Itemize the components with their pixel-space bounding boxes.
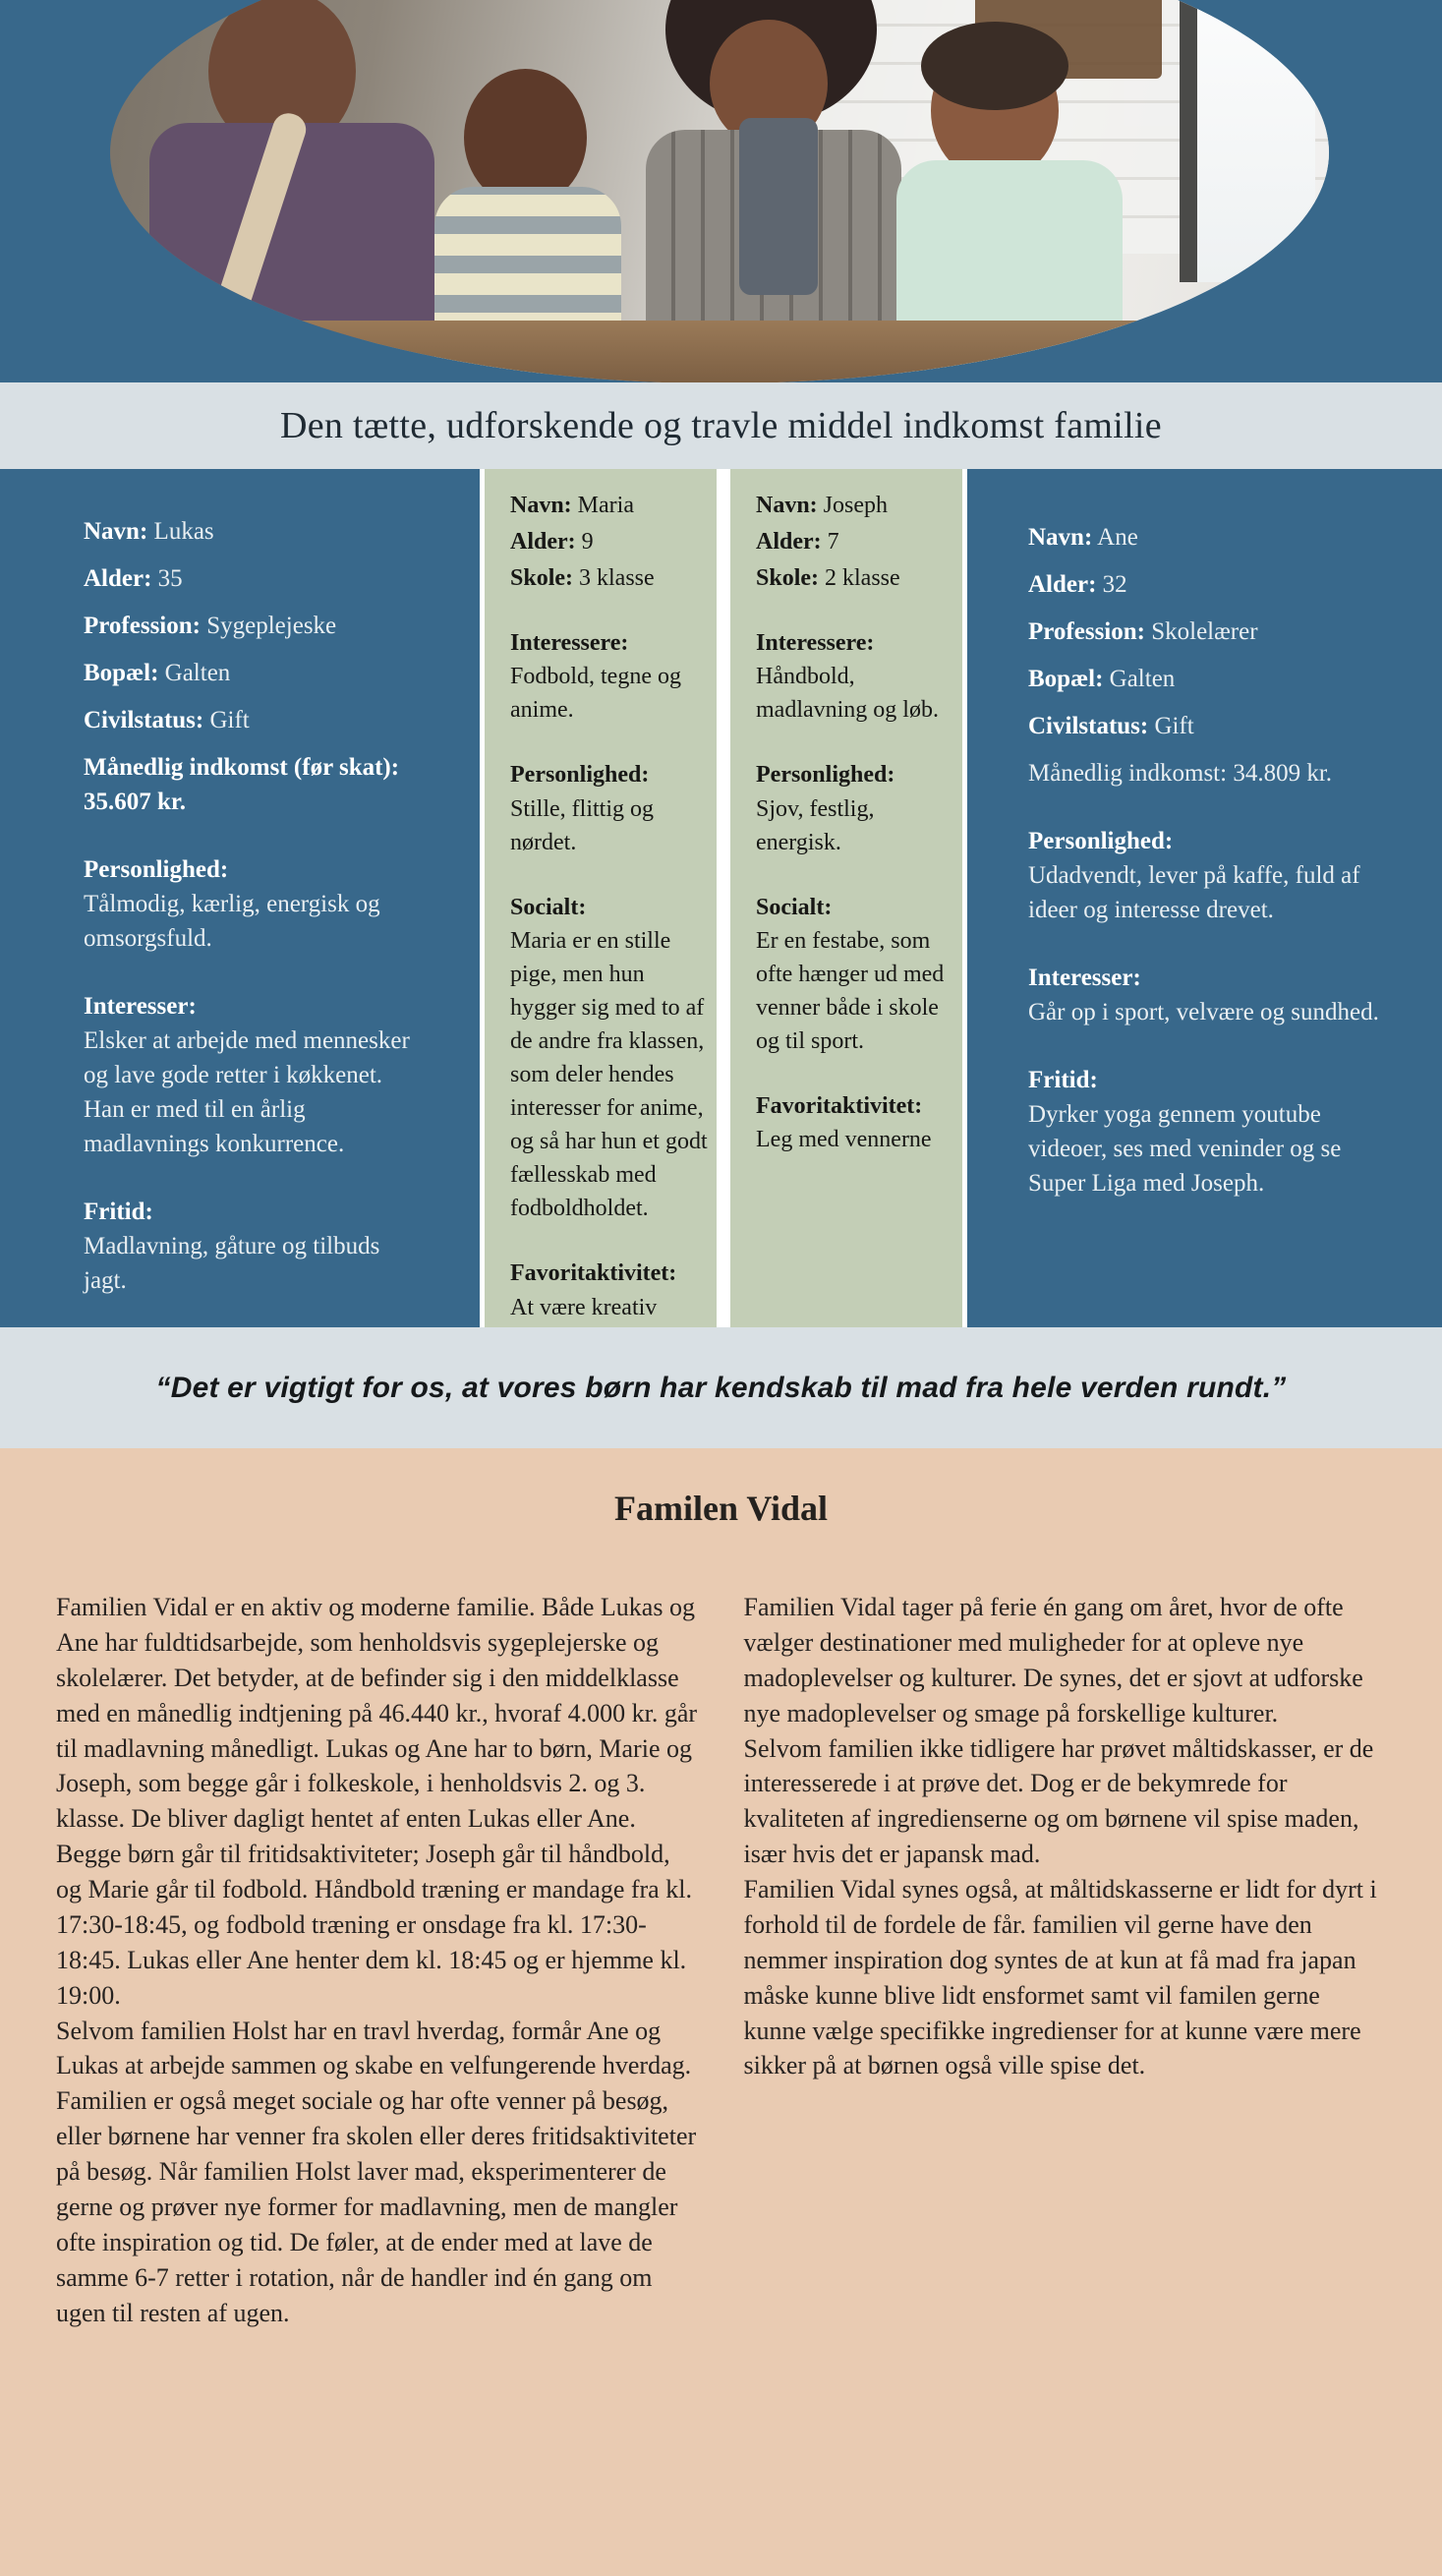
persona-field bbox=[84, 656, 423, 690]
field-label: Månedlig indkomst: bbox=[1028, 760, 1228, 787]
section-text: Stille, flittig og nørdet. bbox=[510, 795, 655, 855]
persona-field bbox=[84, 703, 423, 737]
section-text: At være kreativ bbox=[510, 1294, 658, 1320]
persona-section-personlighed bbox=[756, 758, 954, 858]
persona-section-favoritaktivitet bbox=[756, 1089, 954, 1156]
field-label: Navn: bbox=[756, 493, 818, 518]
field-label: Bopæl: bbox=[84, 660, 159, 686]
field-value: 34.809 kr. bbox=[1233, 760, 1333, 787]
children-cards-wrap bbox=[480, 469, 967, 1327]
photo-daughter-head bbox=[464, 69, 587, 206]
field-value: 35 bbox=[157, 565, 183, 592]
photo-son-hair bbox=[921, 22, 1068, 110]
persona-section-favoritaktivitet bbox=[510, 1257, 709, 1323]
section-text: Håndbold, madlavning og løb. bbox=[756, 664, 939, 724]
section-text: Leg med vennerne bbox=[756, 1127, 932, 1153]
persona-field bbox=[756, 561, 954, 595]
section-label: Socialt: bbox=[510, 894, 587, 920]
section-text: Maria er en stille pige, men hun hygger sig med to af de andre fra klassen, som deler hendes interesser for anime, og så har hun et godt fællesskab med fodboldholdet. bbox=[510, 927, 708, 1222]
field-value: Ane bbox=[1097, 524, 1138, 551]
persona-section-interessere bbox=[510, 626, 709, 727]
persona-section-fritid bbox=[1028, 1063, 1393, 1200]
field-value: Sygeplejeske bbox=[206, 613, 337, 639]
section-label: Fritid: bbox=[1028, 1067, 1098, 1093]
family-quote: “Det er vigtigt for os, at vores børn har kendskab til mad fra hele verden rundt.” bbox=[155, 1371, 1287, 1404]
persona-field bbox=[1028, 615, 1393, 649]
family-text-right-column bbox=[744, 1590, 1387, 2330]
persona-section-personlighed bbox=[510, 758, 709, 858]
field-value: Joseph bbox=[823, 493, 889, 518]
section-text: Går op i sport, velvære og sundhed. bbox=[1028, 999, 1379, 1025]
section-label: Personlighed: bbox=[756, 762, 895, 789]
persona-section-socialt bbox=[756, 891, 954, 1058]
persona-card-maria bbox=[485, 469, 717, 1327]
persona-field bbox=[1028, 567, 1393, 602]
field-label: Navn: bbox=[1028, 524, 1093, 551]
persona-field bbox=[1028, 709, 1393, 743]
persona-section-personlighed bbox=[84, 852, 423, 956]
persona-field bbox=[756, 525, 954, 558]
persona-field bbox=[510, 525, 709, 558]
field-value: Maria bbox=[577, 493, 634, 518]
persona-card-ane bbox=[967, 469, 1442, 1327]
photo-person-mother bbox=[646, 0, 901, 366]
section-text: Er en festabe, som ofte hænger ud med venner både i skole og til sport. bbox=[756, 927, 945, 1055]
page-title: Den tætte, udforskende og travle middel indkomst familie bbox=[280, 405, 1162, 446]
section-label: Interessere: bbox=[756, 630, 875, 657]
field-label: Alder: bbox=[756, 529, 822, 556]
section-text: Elsker at arbejde med mennesker og lave gode retter i køkkenet. Han er med til en årlig madlavnings konkurrence. bbox=[84, 1027, 410, 1157]
section-text: Madlavning, gåture og tilbuds jagt. bbox=[84, 1233, 380, 1294]
persona-field bbox=[84, 514, 423, 549]
paragraph: Selvom familien Holst har en travl hverdag, formår Ane og Lukas at arbejde sammen og skabe en velfungerende hverdag. bbox=[56, 2016, 692, 2080]
section-label: Socialt: bbox=[756, 894, 833, 920]
field-label: Alder: bbox=[510, 529, 576, 556]
section-text: Sjov, festlig, energisk. bbox=[756, 795, 875, 855]
field-label: Skole: bbox=[756, 565, 820, 592]
field-label: Navn: bbox=[84, 518, 148, 545]
field-value: Skolelærer bbox=[1151, 618, 1258, 645]
field-label: Navn: bbox=[510, 493, 572, 518]
family-text-left-column bbox=[56, 1590, 699, 2330]
field-value: 9 bbox=[581, 529, 594, 556]
paragraph: Familien er også meget sociale og har ofte venner på besøg, eller børnene har venner fra skolen eller deres fritidsaktiviteter på besøg. Når familien Holst laver mad, eksperimenterer de gerne og prøver nye former for madlavning, men de mangler ofte inspiration og tid. De føler, at de ender med at lave de samme 6-7 retter i rotation, når de handler ind én gang om ugen til resten af ugen. bbox=[56, 2086, 697, 2327]
section-label: Favoritaktivitet: bbox=[756, 1093, 923, 1120]
field-label: Profession: bbox=[84, 613, 201, 639]
field-value: 3 klasse bbox=[579, 565, 655, 592]
section-text: Tålmodig, kærlig, energisk og omsorgsfuld. bbox=[84, 891, 380, 952]
title-band bbox=[0, 382, 1442, 469]
paragraph: Familien Vidal synes også, at måltidskasserne er lidt for dyrt i forhold til de fordele de får. familien vil gerne have den nemmer inspiration dog syntes de at kun at få mad fra japan måske kunne blive lidt ensformet samt vil familen gerne kunne vælge specifikke ingredienser for at kunne være mere sikker på at børnen også ville spise det. bbox=[743, 1875, 1377, 2080]
family-photo bbox=[110, 0, 1329, 382]
paragraph: Familien Vidal tager på ferie én gang om året, hvor de ofte vælger destinationer med muligheder for at opleve nye madoplevelser og kulturer. De synes, det er sjovt at udforske nye madoplevelser og smage på forskellige kulturer. bbox=[743, 1593, 1363, 1727]
field-value: 35.607 kr. bbox=[84, 789, 186, 815]
paragraph: Selvom familien ikke tidligere har prøvet måltidskasser, er de interesserede i at prøve det. Dog er de bekymrede for kvaliteten af ingredienserne og om børnene vil spise maden, især hvis det er japansk mad. bbox=[743, 1733, 1374, 1869]
field-value: Lukas bbox=[153, 518, 214, 545]
field-value: 7 bbox=[827, 529, 839, 556]
persona-section-socialt bbox=[510, 891, 709, 1226]
section-label: Fritid: bbox=[84, 1199, 153, 1225]
family-description-section bbox=[0, 1448, 1442, 2576]
section-label: Personlighed: bbox=[84, 856, 229, 883]
section-label: Personlighed: bbox=[1028, 828, 1174, 854]
persona-field bbox=[1028, 662, 1393, 696]
persona-field bbox=[510, 561, 709, 595]
persona-field bbox=[1028, 756, 1393, 790]
field-value: Gift bbox=[1154, 713, 1194, 739]
paragraph: Begge børn går til fritidsaktiviteter; Joseph går til håndbold, og Marie går til fodbold. Håndbold træning er mandage fra kl. 17:30-18:45, og fodbold træning er onsdage fra kl. 17:30-18:45. Lukas eller Ane henter dem kl. 18:45 og er hjemme kl. 19:00. bbox=[56, 1840, 692, 2010]
photo-person-father bbox=[149, 0, 434, 339]
field-value: Galten bbox=[164, 660, 231, 686]
section-text: Dyrker yoga gennem youtube videoer, ses med veninder og se Super Liga med Joseph. bbox=[1028, 1101, 1342, 1197]
persona-field bbox=[84, 561, 423, 596]
persona-field bbox=[84, 750, 423, 819]
section-label: Favoritaktivitet: bbox=[510, 1260, 677, 1287]
field-label: Skole: bbox=[510, 565, 574, 592]
section-label: Interesser: bbox=[1028, 965, 1141, 991]
persona-section-fritid bbox=[84, 1195, 423, 1298]
field-label: Alder: bbox=[1028, 571, 1097, 598]
persona-field bbox=[84, 609, 423, 643]
section-label: Personlighed: bbox=[510, 762, 650, 789]
persona-field bbox=[756, 489, 954, 522]
photo-counter bbox=[110, 321, 1329, 382]
persona-field bbox=[510, 489, 709, 522]
field-value: Gift bbox=[209, 707, 250, 733]
family-text-columns bbox=[56, 1590, 1386, 2330]
persona-section-personlighed bbox=[1028, 824, 1393, 927]
field-label: Civilstatus: bbox=[84, 707, 204, 733]
field-label: Bopæl: bbox=[1028, 666, 1104, 692]
section-text: Udadvendt, lever på kaffe, fuld af ideer og interesse drevet. bbox=[1028, 862, 1360, 923]
persona-section-interesser bbox=[1028, 961, 1393, 1029]
section-text: Fodbold, tegne og anime. bbox=[510, 664, 681, 724]
field-value: 2 klasse bbox=[825, 565, 900, 592]
persona-card-joseph bbox=[730, 469, 962, 1327]
section-label: Interessere: bbox=[510, 630, 629, 657]
field-label: Alder: bbox=[84, 565, 152, 592]
persona-field bbox=[1028, 520, 1393, 555]
field-label: Månedlig indkomst (før skat): bbox=[84, 754, 400, 781]
field-value: Galten bbox=[1109, 666, 1176, 692]
header-band bbox=[0, 0, 1442, 382]
quote-band bbox=[0, 1327, 1442, 1448]
photo-mother-apron bbox=[739, 118, 818, 295]
photo-window bbox=[1197, 0, 1315, 282]
section-label: Interesser: bbox=[84, 993, 197, 1020]
field-label: Profession: bbox=[1028, 618, 1145, 645]
persona-section-interessere bbox=[756, 626, 954, 727]
persona-section-interesser bbox=[84, 989, 423, 1161]
paragraph: Familien Vidal er en aktiv og moderne familie. Både Lukas og Ane har fuldtidsarbejde, som henholdsvis sygeplejerske og skolelærer. Det betyder, at de befinder sig i den middelklasse med en månedlig indtjening på 46.440 kr., hvoraf 4.000 kr. går til madlavning månedligt. Lukas og Ane har to børn, Marie og Joseph, som begge går i folkeskole, i henholdsvis 2. og 3. klasse. De bliver dagligt hentet af enten Lukas eller Ane. bbox=[56, 1593, 698, 1834]
family-heading: Familen Vidal bbox=[613, 1489, 829, 1528]
persona-columns bbox=[0, 469, 1442, 1327]
field-label: Civilstatus: bbox=[1028, 713, 1149, 739]
persona-card-lukas bbox=[0, 469, 480, 1327]
field-value: 32 bbox=[1102, 571, 1127, 598]
